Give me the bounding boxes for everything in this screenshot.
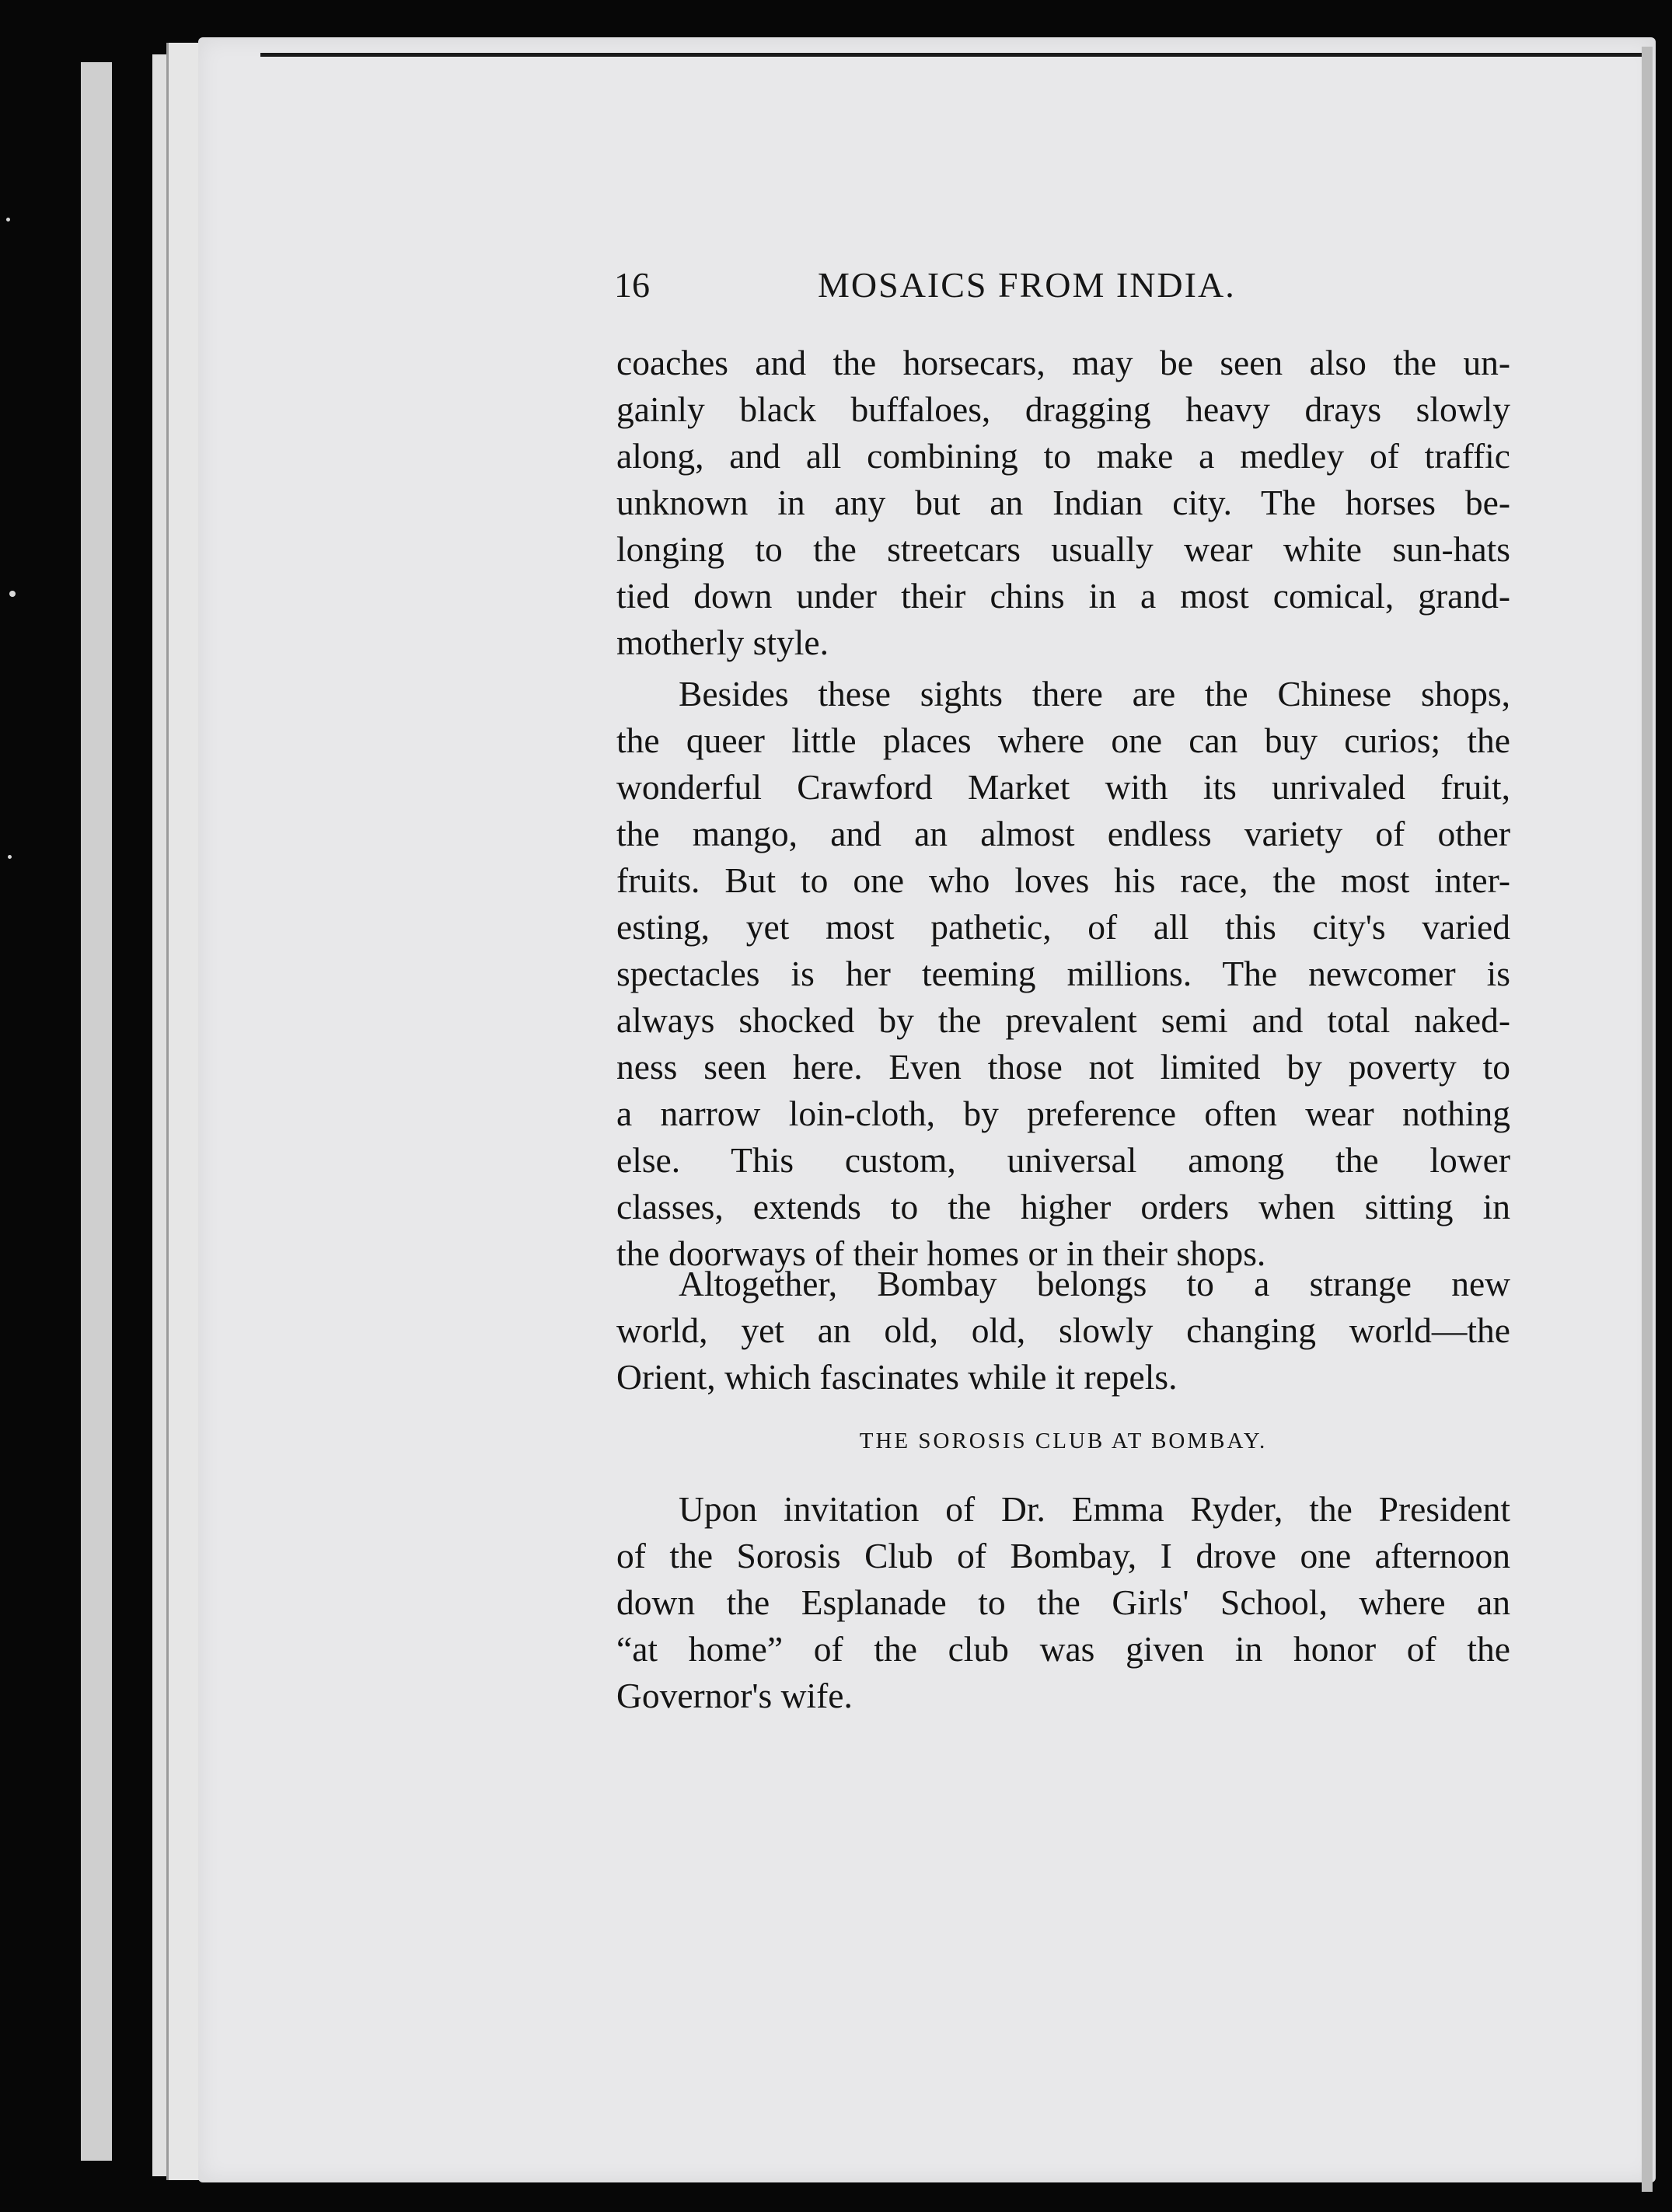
text-line: ness seen here. Even those not limited by poverty to (616, 1047, 1510, 1087)
text-line: Upon invitation of Dr. Emma Ryder, the President (679, 1489, 1510, 1529)
paragraph-sights (616, 671, 1510, 1277)
text-line: unknown in any but an Indian city. The horses be- (616, 483, 1510, 522)
text-line: “at home” of the club was given in honor of the (616, 1629, 1510, 1669)
scan-speck (8, 855, 12, 859)
page-edge-outer (81, 62, 112, 2161)
text-line: gainly black buffaloes, dragging heavy drays slowly (616, 389, 1510, 429)
text-line: Altogether, Bombay belongs to a strange new (679, 1264, 1510, 1303)
text-line: the mango, and an almost endless variety of other (616, 814, 1510, 853)
text-line: else. This custom, universal among the lower (616, 1140, 1510, 1180)
text-line: always shocked by the prevalent semi and total naked- (616, 1000, 1510, 1040)
text-line: spectacles is her teeming millions. The newcomer is (616, 954, 1510, 993)
scan-speck (6, 218, 10, 222)
section-heading: THE SOROSIS CLUB AT BOMBAY. (859, 1429, 1268, 1453)
text-line: of the Sorosis Club of Bombay, I drove one afternoon (616, 1536, 1510, 1575)
text-line: the queer little places where one can buy curios; the (616, 720, 1510, 760)
page-top-rule (260, 53, 1644, 57)
running-title: MOSAICS FROM INDIA. (818, 265, 1236, 305)
text-line: fruits. But to one who loves his race, the most inter- (616, 860, 1510, 900)
text-line: the doorways of their homes or in their shops. (616, 1233, 1266, 1273)
page-right-edge (1642, 47, 1653, 2192)
scan-speck (9, 591, 16, 597)
text-line: Besides these sights there are the Chinese shops, (679, 674, 1510, 713)
paragraph-continuation (616, 340, 1510, 666)
text-line: Orient, which fascinates while it repels. (616, 1357, 1178, 1397)
page-number: 16 (614, 265, 650, 305)
paragraph-altogether (616, 1261, 1510, 1401)
text-line: classes, extends to the higher orders when sitting in (616, 1187, 1510, 1226)
text-line: wonderful Crawford Market with its unrivaled fruit, (616, 767, 1510, 807)
text-line: coaches and the horsecars, may be seen also the un- (616, 343, 1510, 382)
text-line: a narrow loin-cloth, by preference often wear nothing (616, 1094, 1510, 1133)
text-line: Governor's wife. (616, 1676, 853, 1715)
text-line: tied down under their chins in a most comical, grand- (616, 576, 1510, 616)
text-line: down the Esplanade to the Girls' School, where an (616, 1582, 1510, 1622)
text-line: along, and all combining to make a medley of traffic (616, 436, 1510, 476)
page-header (614, 264, 1547, 311)
text-line: world, yet an old, old, slowly changing world—the (616, 1310, 1510, 1350)
text-line: esting, yet most pathetic, of all this city's varied (616, 907, 1510, 947)
paragraph-sorosis (616, 1486, 1510, 1719)
text-line: longing to the streetcars usually wear white sun-hats (616, 529, 1510, 569)
text-line: motherly style. (616, 623, 829, 662)
